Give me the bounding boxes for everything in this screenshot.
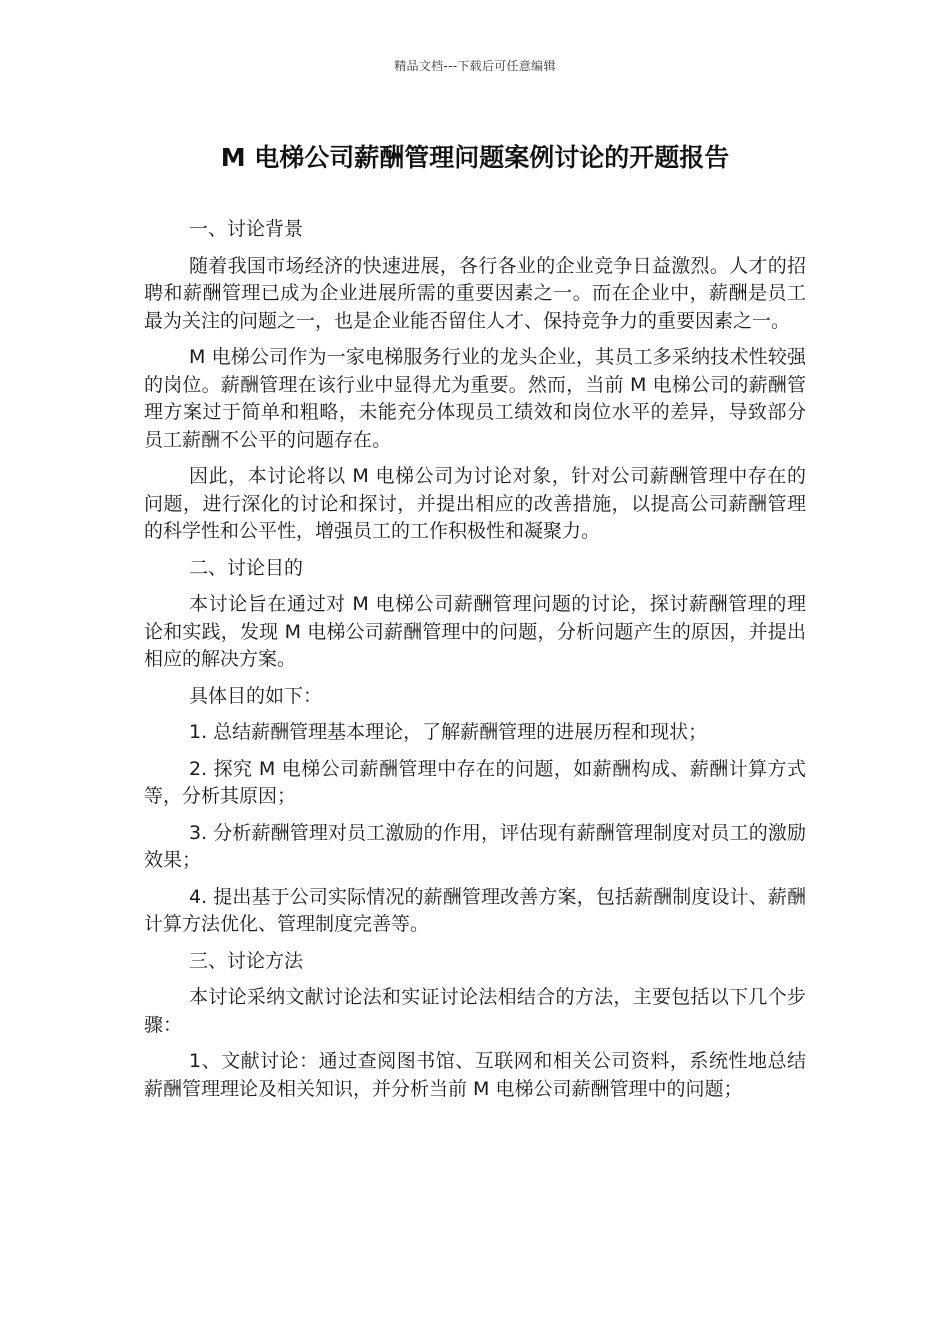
list-item: 4. 提出基于公司实际情况的薪酬管理改善方案，包括薪酬制度设计、薪酬计算方法优化、管理制度完善等。 [144,885,806,935]
paragraph: 本讨论旨在通过对 M 电梯公司薪酬管理问题的讨论，探讨薪酬管理的理论和实践，发现 M 电梯公司薪酬管理中的问题，分析问题产生的原因，并提出相应的解决方案。 [144,593,806,670]
paragraph: 本讨论采纳文献讨论法和实证讨论法相结合的方法，主要包括以下几个步骤： [144,986,806,1036]
paragraph: 随着我国市场经济的快速进展，各行各业的企业竞争日益激烈。人才的招聘和薪酬管理已成为企业进展所需的重要因素之一。而在企业中，薪酬是员工最为关注的问题之一，也是企业能否留住人才、保持竞争力的重要因素之一。 [144,254,806,332]
list-item: 2. 探究 M 电梯公司薪酬管理中存在的问题，如薪酬构成、薪酬计算方式等，分析其原因； [144,757,806,807]
section-purpose [144,555,806,939]
section-method [144,948,806,1104]
header-note: 精品文档---下载后可任意编辑 [394,59,556,73]
list-item: 1. 总结薪酬管理基本理论，了解薪酬管理的进展历程和现状； [189,721,708,743]
section-background [144,216,806,546]
section-heading: 三、讨论方法 [189,949,304,972]
document-body [144,216,806,1112]
paragraph: 因此，本讨论将以 M 电梯公司为讨论对象，针对公司薪酬管理中存在的问题，进行深化的讨论和探讨，并提出相应的改善措施，以提高公司薪酬管理的科学性和公平性，增强员工的工作积极性和凝聚力。 [144,465,806,542]
list-item: 3. 分析薪酬管理对员工激励的作用，评估现有薪酬管理制度对员工的激励效果； [144,821,806,871]
section-heading: 一、讨论背景 [189,218,304,240]
paragraph: 具体目的如下： [189,684,323,707]
document-title: M 电梯公司薪酬管理问题案例讨论的开题报告 [220,143,730,172]
list-item: 1、文献讨论：通过查阅图书馆、互联网和相关公司资料，系统性地总结薪酬管理理论及相关知识，并分析当前 M 电梯公司薪酬管理中的问题； [144,1050,806,1100]
section-heading: 二、讨论目的 [189,556,304,579]
paragraph: M 电梯公司作为一家电梯服务行业的龙头企业，其员工多采纳技术性较强的岗位。薪酬管理在该行业中显得尤为重要。然而，当前 M 电梯公司的薪酬管理方案过于简单和粗略，未能充分体现员工绩效和岗位水平的差异，导致部分员工薪酬不公平的问题存在。 [144,346,806,451]
